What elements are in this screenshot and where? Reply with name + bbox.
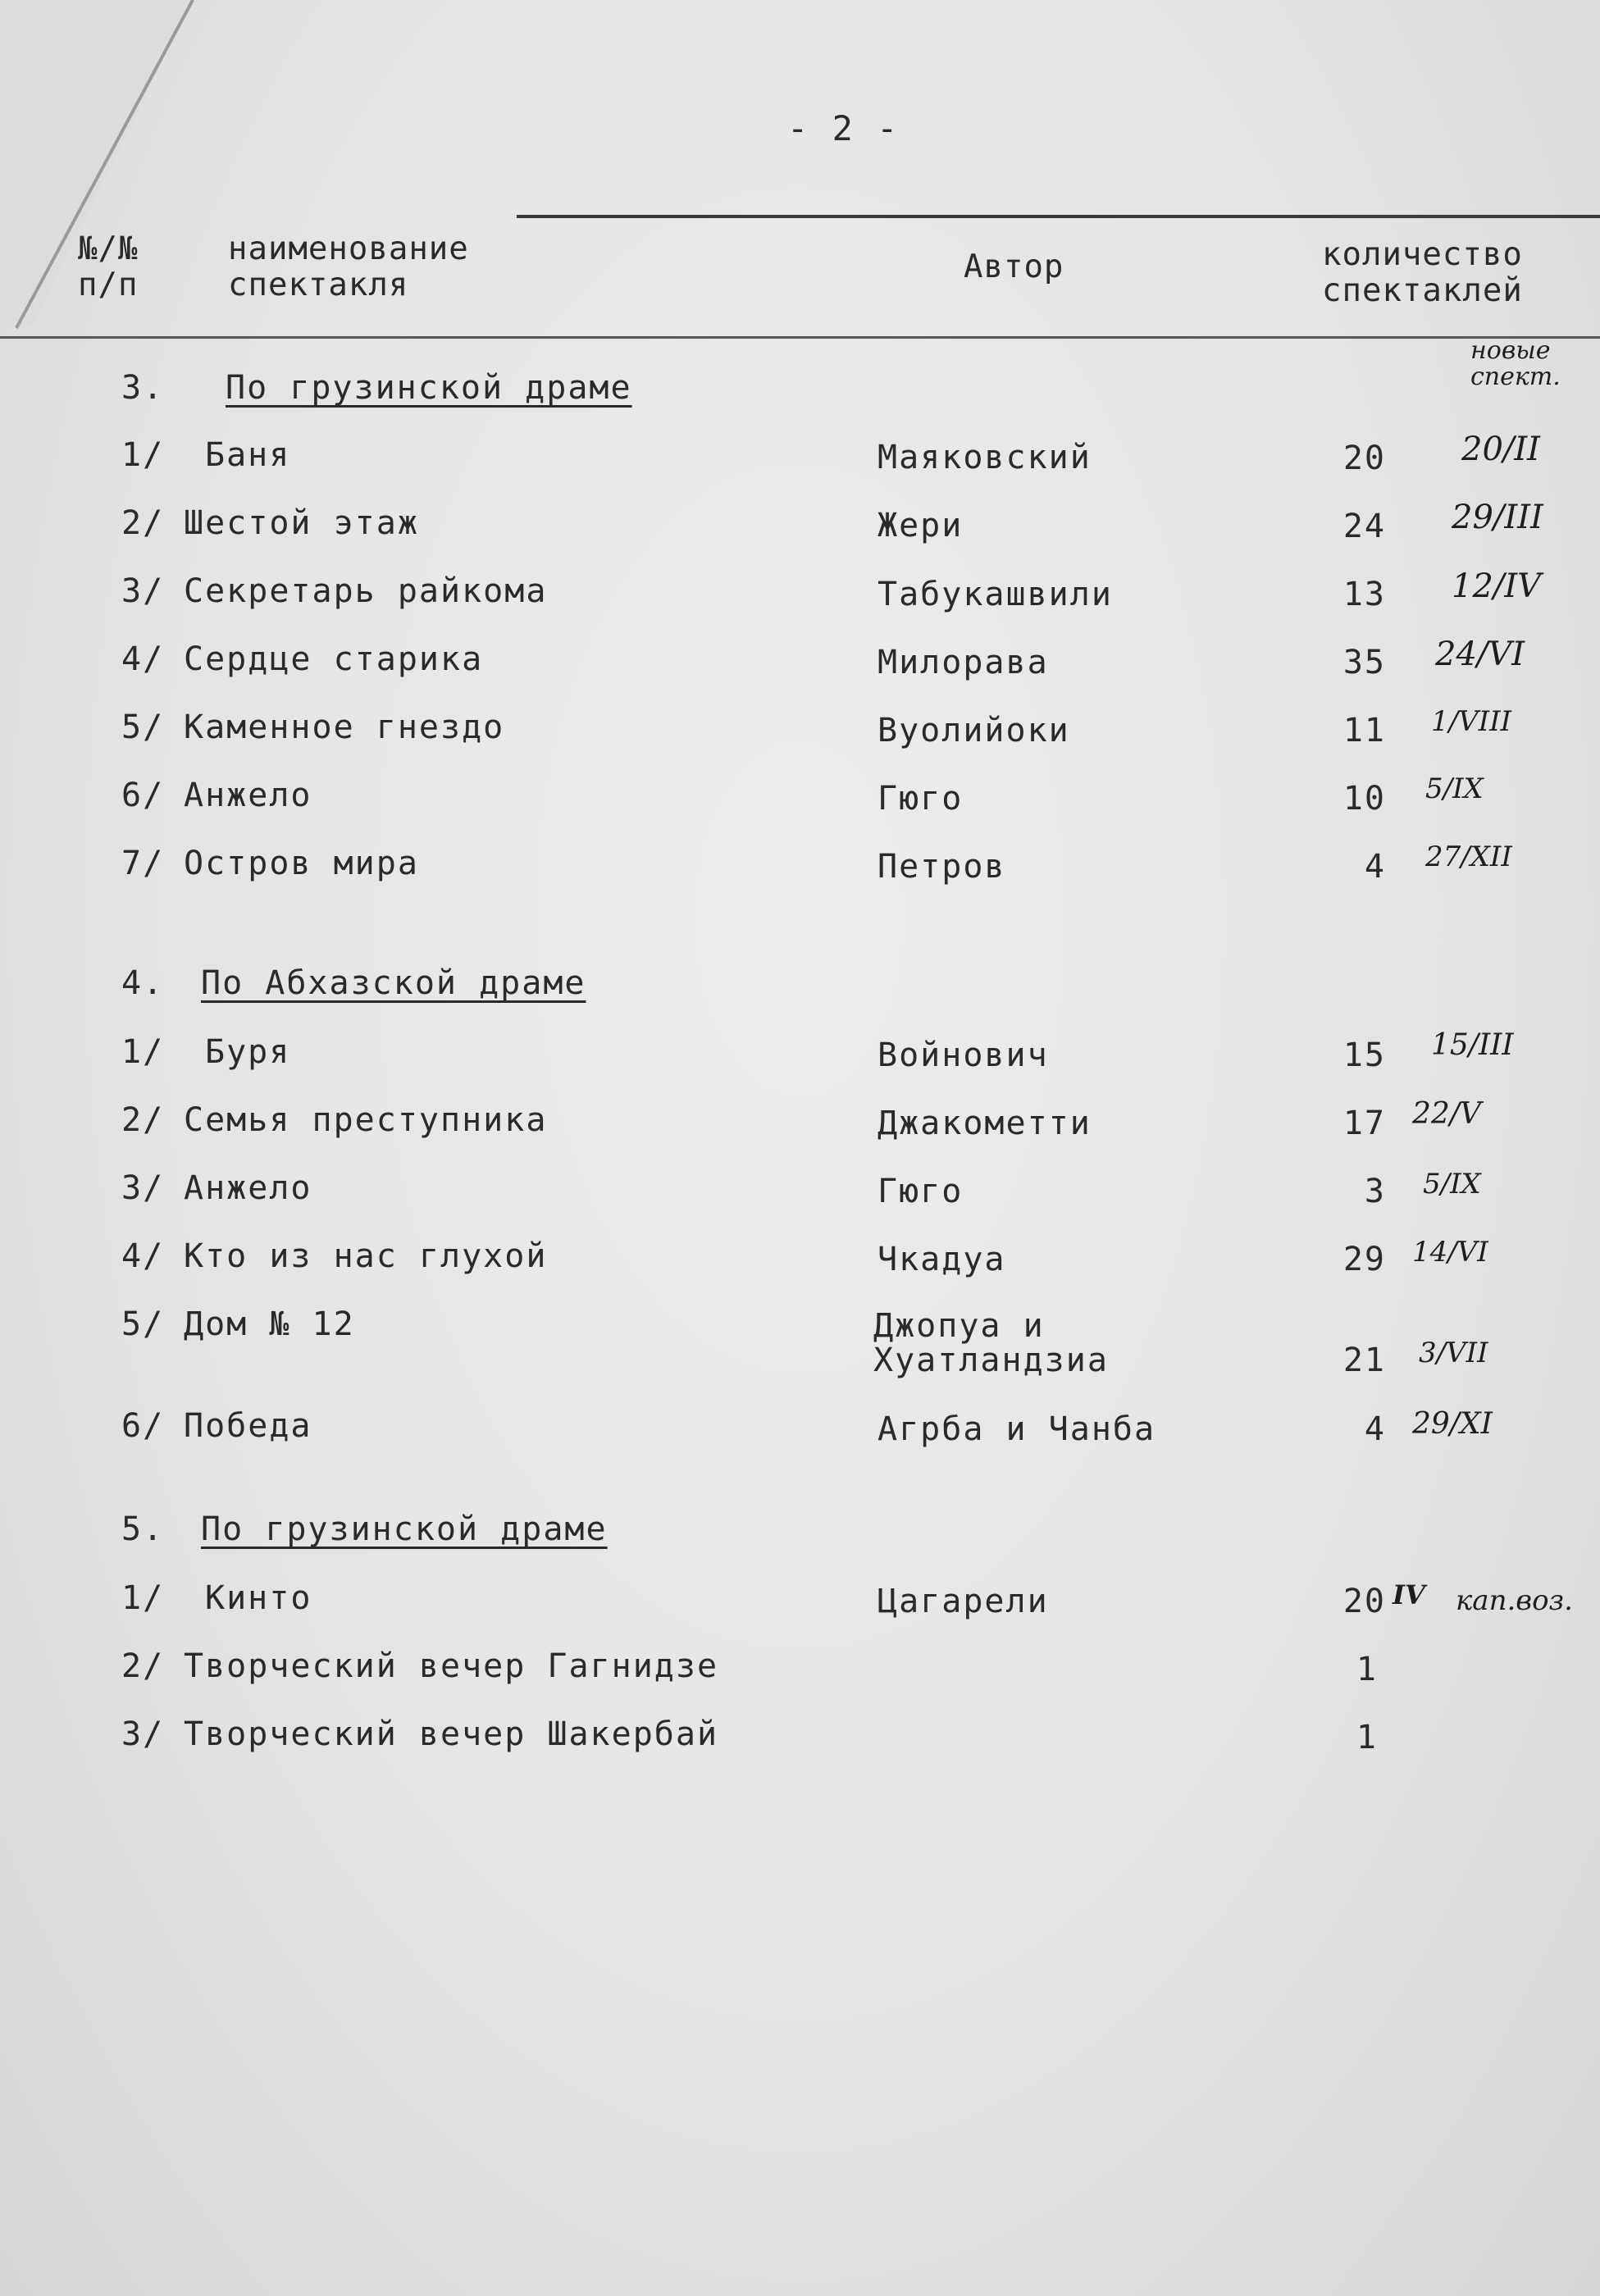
row-date-note: 5/IX (1425, 772, 1484, 805)
page-number: - 2 - (787, 108, 900, 148)
row-number: 2/ (121, 1647, 165, 1685)
row-number: 1/ (121, 1579, 165, 1617)
row-title: Секретарь райкома (184, 572, 548, 610)
row-title: Каменное гнездо (184, 708, 505, 746)
row-author: Гюго (877, 1173, 964, 1210)
header-top-rule (517, 215, 1600, 218)
row-author: Вуолийоки (877, 712, 1070, 749)
section-title: По грузинской драме (226, 369, 632, 407)
header-col-count: количество спектаклей (1322, 236, 1523, 309)
row-date-note: 5/IX (1423, 1168, 1481, 1200)
header-col-no: №/№ п/п (78, 230, 139, 303)
row-number: 4/ (121, 1237, 165, 1275)
row-number: 3/ (121, 1715, 165, 1753)
row-author: Милорава (877, 644, 1049, 681)
row-number: 2/ (121, 1101, 165, 1139)
row-count: 29 (1342, 1241, 1386, 1278)
row-author: Агрба и Чанба (877, 1410, 1156, 1448)
row-count: 10 (1342, 780, 1386, 818)
row-count: 1 (1356, 1651, 1378, 1688)
row-number: 4/ (121, 640, 165, 678)
row-date-note: 1/VIII (1431, 705, 1511, 738)
row-count: 13 (1342, 576, 1386, 613)
section-title: По грузинской драме (201, 1510, 608, 1548)
header-col-name: наименование спектакля (228, 230, 469, 303)
row-number: 2/ (121, 504, 165, 542)
row-count: 24 (1342, 508, 1386, 545)
row-title: Творческий вечер Гагнидзе (184, 1647, 719, 1685)
row-count: 1 (1356, 1719, 1378, 1756)
row-title: Победа (184, 1407, 312, 1445)
row-title: Остров мира (184, 845, 419, 882)
row-number: 7/ (121, 845, 165, 882)
row-count: 20 (1342, 1583, 1386, 1620)
row-date-note: 24/VI (1435, 636, 1525, 673)
row-author: Жери (877, 507, 964, 544)
row-count: 21 (1342, 1342, 1386, 1379)
row-title: Сердце старика (184, 640, 484, 678)
row-date-note: IV (1393, 1579, 1425, 1610)
row-handwritten-note: кап.воз. (1456, 1584, 1573, 1617)
row-title: Дом № 12 (184, 1305, 355, 1343)
row-number: 3/ (121, 1169, 165, 1207)
row-number: 5/ (121, 708, 165, 746)
row-count: 20 (1342, 440, 1386, 477)
row-count: 15 (1342, 1036, 1386, 1074)
row-title: Анжело (184, 777, 312, 814)
row-count: 17 (1342, 1105, 1386, 1142)
row-count: 11 (1342, 712, 1386, 749)
row-author: Петров (877, 848, 1006, 886)
section-label: 5. (121, 1510, 165, 1548)
row-date-note: 27/XII (1425, 840, 1512, 873)
row-author: Джопуа и Хуатландзиа (873, 1307, 1109, 1379)
row-count: 4 (1364, 848, 1386, 886)
row-count: 35 (1342, 644, 1386, 681)
row-author: Табукашвили (877, 576, 1113, 613)
row-number: 5/ (121, 1305, 165, 1343)
row-author: Войнович (877, 1036, 1049, 1074)
row-count: 4 (1364, 1410, 1386, 1448)
row-date-note: 3/VII (1419, 1337, 1488, 1369)
row-number: 3/ (121, 572, 165, 610)
row-date-note: 20/II (1461, 430, 1540, 468)
row-author: Джакометти (877, 1105, 1092, 1142)
row-date-note: 29/III (1452, 499, 1543, 536)
handwritten-header-note: новые спект. (1470, 336, 1561, 391)
row-author: Чкадуа (877, 1241, 1006, 1278)
row-author: Маяковский (877, 439, 1092, 476)
header-bottom-rule (0, 336, 1600, 339)
row-title: Творческий вечер Шакербай (184, 1715, 719, 1753)
section-label: 4. (121, 964, 165, 1002)
row-title: Кинто (205, 1579, 312, 1617)
section-title: По Абхазской драме (201, 964, 586, 1002)
row-title: Баня (205, 436, 291, 474)
row-date-note: 15/III (1431, 1028, 1514, 1062)
row-date-note: 14/VI (1412, 1236, 1488, 1269)
row-count: 3 (1364, 1173, 1386, 1210)
row-number: 1/ (121, 436, 165, 474)
row-title: Кто из нас глухой (184, 1237, 548, 1275)
row-date-note: 12/IV (1452, 567, 1542, 605)
row-date-note: 22/V (1412, 1097, 1481, 1131)
row-title: Буря (205, 1033, 291, 1071)
row-title: Шестой этаж (184, 504, 419, 542)
header-col-author: Автор (964, 248, 1064, 285)
row-author: Гюго (877, 780, 964, 818)
row-number: 6/ (121, 1407, 165, 1445)
row-title: Анжело (184, 1169, 312, 1207)
row-title: Семья преступника (184, 1101, 548, 1139)
row-number: 1/ (121, 1033, 165, 1071)
section-label: 3. (121, 369, 165, 407)
row-number: 6/ (121, 777, 165, 814)
row-author: Цагарели (877, 1583, 1049, 1620)
row-date-note: 29/XI (1412, 1407, 1493, 1441)
